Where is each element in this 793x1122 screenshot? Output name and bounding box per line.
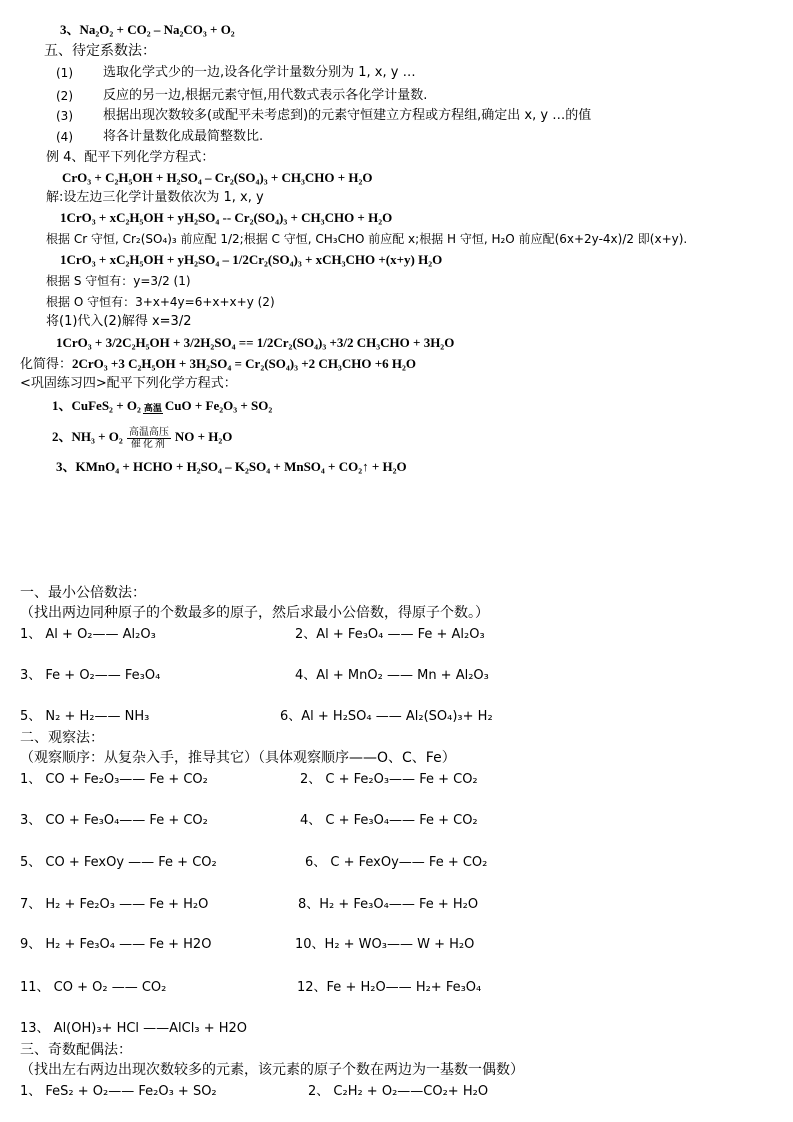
condition-top: 高温高压	[128, 426, 169, 438]
solution-intro: 解:设左边三化学计量数依次为 1, x, y	[46, 190, 264, 205]
exercise-item: 5、 N₂ + H₂—— NH₃	[20, 709, 150, 724]
section-lcm-title: 一、最小公倍数法：	[20, 585, 146, 601]
exercise-item: 7、 H₂ + Fe₂O₃ —— Fe + H₂O	[20, 897, 209, 912]
section-odd-even-desc: （找出左右两边出现次数较多的元素，该元素的原子个数在两边为一基数一偶数）	[20, 1062, 524, 1078]
section-observation-desc: （观察顺序：从复杂入手，推导其它）（具体观察顺序——O、C、Fe）	[20, 750, 456, 766]
condition-bottom: 催化剂	[130, 438, 167, 450]
simplified-label: 化简得：	[20, 357, 73, 372]
exercise-item: 1、 Al + O₂—— Al₂O₃	[20, 627, 156, 642]
exercise-item: 12、Fe + H₂O—— H₂+ Fe₃O₄	[297, 980, 482, 995]
step-text: 反应的另一边,根据元素守恒,用代数式表示各化学计量数.	[103, 88, 428, 103]
eq-left: 1、CuFeS₂ + O₂	[52, 398, 141, 413]
equation-partial: 1CrO₃ + xC₂H₅OH + yH₂SO₄ – 1/2Cr₂(SO₄)₃ + xCH₃CHO +(x+y) H₂O	[60, 252, 443, 267]
equation-solved: 1CrO₃ + 3/2C₂H₅OH + 3/2H₂SO₄ == 1/2Cr₂(SO₄)₃ +3/2 CH₃CHO + 3H₂O	[56, 335, 455, 350]
exercise-item: 2、 C₂H₂ + O₂——CO₂+ H₂O	[308, 1084, 489, 1099]
section-observation-title: 二、观察法：	[20, 730, 104, 746]
exercise-item: 9、 H₂ + Fe₃O₄ —— Fe + H2O	[20, 937, 212, 952]
step-number: (4)	[56, 130, 73, 144]
section-lcm-desc: （找出两边同种原子的个数最多的原子，然后求最小公倍数，得原子个数。）	[20, 605, 489, 621]
exercise-item: 1、 FeS₂ + O₂—— Fe₂O₃ + SO₂	[20, 1084, 217, 1099]
exercise-item: 4、 C + Fe₃O₄—— Fe + CO₂	[300, 813, 478, 828]
condition	[127, 427, 171, 450]
exercise-item: 10、H₂ + WO₃—— W + H₂O	[295, 937, 475, 952]
exercise-item: 2、 C + Fe₂O₃—— Fe + CO₂	[300, 772, 478, 787]
eq-left: 2、NH₃ + O₂	[52, 429, 123, 444]
substitution: 将(1)代入(2)解得 x=3/2	[46, 314, 192, 329]
exercise-item: 11、 CO + O₂ —— CO₂	[20, 980, 167, 995]
step-text: 选取化学式少的一边,设各化学计量数分别为 1, x, y …	[103, 65, 416, 80]
s-conservation: 根据 S 守恒有：y=3/2 (1)	[46, 274, 191, 288]
equation-coefficients: 1CrO₃ + xC₂H₅OH + yH₂SO₄ -- Cr₂(SO₄)₃ + CH₃CHO + H₂O	[60, 210, 393, 225]
practice-4-heading: <巩固练习四>配平下列化学方程式：	[20, 376, 237, 391]
eq-right: CuO + Fe₂O₃ + SO₂	[164, 398, 273, 413]
practice-eq-3: 3、KMnO₄ + HCHO + H₂SO₄ – K₂SO₄ + MnSO₄ + CO₂↑ + H₂O	[56, 459, 407, 474]
step-number: (1)	[56, 66, 73, 80]
exercise-item: 2、Al + Fe₃O₄ —— Fe + Al₂O₃	[295, 627, 485, 642]
equation-crO3: CrO₃ + C₂H₅OH + H₂SO₄ – Cr₂(SO₄)₃ + CH₃CHO + H₂O	[62, 170, 373, 185]
exercise-item: 5、 CO + FexOy —— Fe + CO₂	[20, 855, 217, 870]
step-number: (2)	[56, 89, 73, 103]
exercise-item: 13、 Al(OH)₃+ HCl ——AlCl₃ + H2O	[20, 1021, 248, 1036]
eq-right: NO + H₂O	[174, 429, 233, 444]
practice-eq-1	[52, 398, 272, 414]
simplified	[20, 356, 416, 373]
section-undetermined-coefficients: 五、待定系数法：	[44, 43, 156, 59]
condition-top: 高温	[143, 403, 162, 413]
practice-eq-2	[52, 424, 232, 450]
exercise-item: 4、Al + MnO₂ —— Mn + Al₂O₃	[295, 668, 489, 683]
exercise-item: 6、Al + H₂SO₄ —— Al₂(SO₄)₃+ H₂	[280, 709, 493, 724]
exercise-item: 3、 Fe + O₂—— Fe₃O₄	[20, 668, 161, 683]
condition	[143, 404, 163, 414]
cr-conservation-text: 根据 Cr 守恒, Cr₂(SO₄)₃ 前应配 1/2;根据 C 守恒, CH₃CHO 前应配 x;根据 H 守恒, H₂O 前应配(6x+2y-4x)/2 即(x+y).	[46, 232, 688, 246]
equation-na2o2: 3、Na₂O₂ + CO₂ – Na₂CO₃ + O₂	[60, 22, 235, 37]
exercise-item: 8、H₂ + Fe₃O₄—— Fe + H₂O	[298, 897, 479, 912]
step-text: 根据出现次数较多(或配平未考虑到)的元素守恒建立方程或方程组,确定出 x, y …的值	[103, 108, 592, 123]
o-conservation: 根据 O 守恒有：3+x+4y=6+x+x+y (2)	[46, 295, 275, 309]
exercise-item: 6、 C + FexOy—— Fe + CO₂	[305, 855, 488, 870]
exercise-item: 1、 CO + Fe₂O₃—— Fe + CO₂	[20, 772, 208, 787]
simplified-equation: 2CrO₃ +3 C₂H₅OH + 3H₂SO₄ = Cr₂(SO₄)₃ +2 CH₃CHO +6 H₂O	[72, 356, 416, 371]
section-odd-even-title: 三、奇数配偶法：	[20, 1042, 132, 1058]
exercise-item: 3、 CO + Fe₃O₄—— Fe + CO₂	[20, 813, 208, 828]
example-4-heading: 例 4、配平下列化学方程式：	[46, 150, 215, 165]
step-number: (3)	[56, 109, 73, 123]
step-text: 将各计量数化成最简整数比.	[103, 129, 264, 144]
